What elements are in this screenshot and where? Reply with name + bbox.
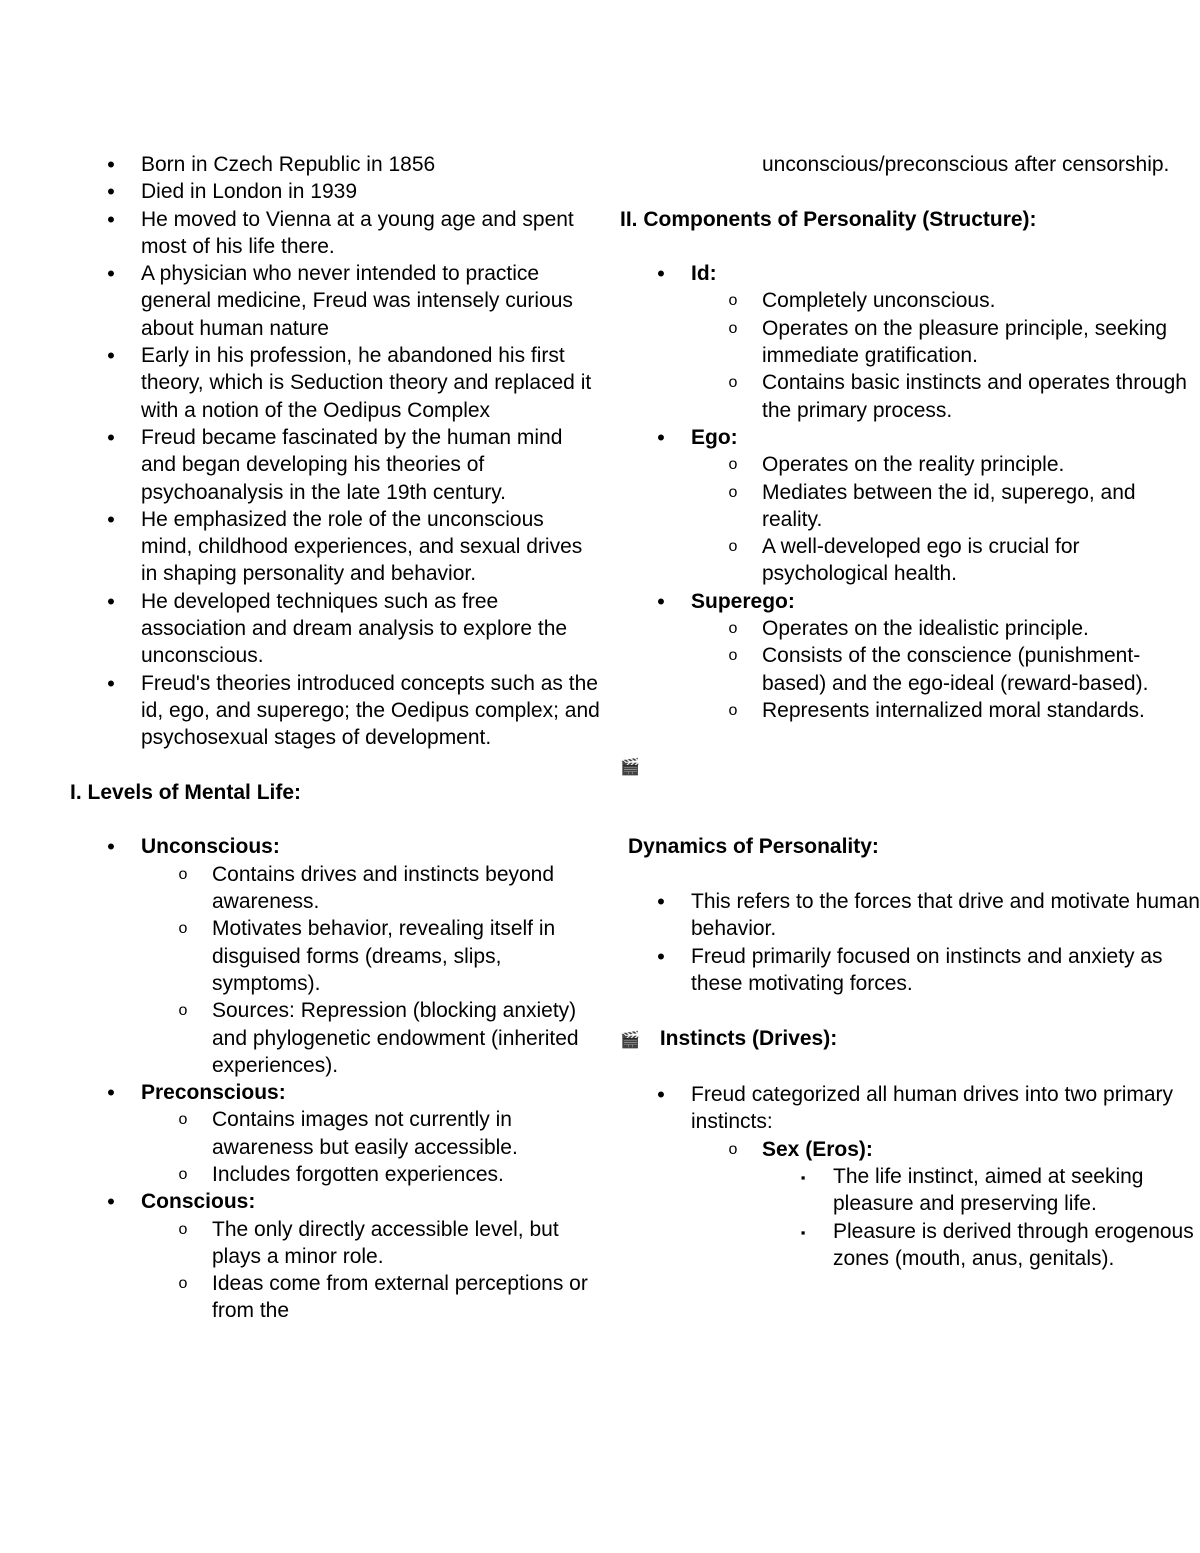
list-item-text: Freud categorized all human drives into two primary instincts:: [691, 1083, 1174, 1134]
list-item-text: Ideas come from external perceptions or from the: [212, 1272, 588, 1323]
list-item-text: Operates on the reality principle.: [762, 453, 1065, 477]
circle-bullet-icon: o: [728, 292, 738, 310]
circle-bullet-icon: o: [728, 319, 738, 337]
instinct-label: Sex (Eros):: [762, 1137, 873, 1161]
bullet-icon: •: [657, 424, 665, 450]
bullet-icon: •: [107, 588, 115, 614]
list-item: [0, 1161, 600, 1188]
bullet-icon: •: [107, 1080, 115, 1106]
dynamics-list: [620, 888, 1200, 997]
list-item-text: Consists of the conscience (punishment-based) and the ego-ideal (reward-based).: [762, 644, 1149, 695]
list-item: [0, 1106, 600, 1161]
component-label: Superego:: [691, 589, 795, 613]
circle-bullet-icon: o: [728, 620, 738, 638]
clapper-row: [620, 752, 1200, 779]
levels-heading: I. Levels of Mental Life:: [70, 780, 302, 804]
clapper-icon: 🎬: [620, 1031, 640, 1049]
bullet-icon: •: [657, 943, 665, 969]
list-item: [620, 642, 1200, 697]
level-conscious: [0, 1188, 600, 1215]
list-item: [620, 533, 1200, 588]
list-item: [0, 260, 600, 342]
component-label: Id:: [691, 262, 717, 286]
list-item-text: This refers to the forces that drive and motivate human behavior.: [691, 890, 1200, 941]
instincts-heading-row: [620, 1025, 1200, 1054]
list-item-text: He emphasized the role of the unconscious mind, childhood experiences, and sexual drives in shaping personality and behavior.: [141, 507, 583, 586]
square-bullet-icon: ▪: [800, 1224, 806, 1240]
component-superego: [620, 588, 1200, 615]
components-heading: II. Components of Personality (Structure):: [620, 207, 1037, 231]
list-item: [620, 479, 1200, 534]
list-item-text: Freud became fascinated by the human mind and began developing his theories of psychoanalysis in the late 19th century.: [141, 425, 563, 504]
list-item-text: A well-developed ego is crucial for psychological health.: [762, 535, 1080, 586]
left-column: [0, 151, 600, 1325]
circle-bullet-icon: o: [728, 538, 738, 556]
list-item-text: Pleasure is derived through erogenous zones (mouth, anus, genitals).: [833, 1219, 1194, 1270]
list-item: [0, 861, 600, 916]
list-item: [0, 588, 600, 670]
circle-bullet-icon: o: [728, 1140, 738, 1158]
circle-bullet-icon: o: [178, 1275, 188, 1293]
list-item-text: The only directly accessible level, but plays a minor role.: [212, 1217, 559, 1268]
level-label: Conscious:: [141, 1190, 256, 1214]
bullet-icon: •: [657, 588, 665, 614]
level-unconscious: [0, 833, 600, 860]
circle-bullet-icon: o: [178, 920, 188, 938]
levels-list: [0, 833, 600, 1324]
bullet-icon: •: [657, 889, 665, 915]
list-item: [620, 1218, 1200, 1273]
list-item: [620, 615, 1200, 642]
list-item-text: Contains basic instincts and operates through the primary process.: [762, 371, 1187, 422]
square-bullet-icon: ▪: [800, 1169, 806, 1185]
list-item: [0, 151, 600, 178]
level-label: Preconscious:: [141, 1081, 286, 1105]
list-item-text: Mediates between the id, superego, and reality.: [762, 480, 1136, 531]
list-item: [620, 287, 1200, 314]
list-item-text: Contains drives and instincts beyond awareness.: [212, 862, 555, 914]
bullet-icon: •: [107, 261, 115, 287]
bullet-icon: •: [657, 1082, 665, 1108]
list-item-text: Operates on the pleasure principle, seeking immediate gratification.: [762, 316, 1168, 368]
list-item-text: Freud primarily focused on instincts and anxiety as these motivating forces.: [691, 944, 1163, 995]
list-item-text: A physician who never intended to practice general medicine, Freud was intensely curious about human nature: [141, 262, 573, 340]
bio-list: [0, 151, 600, 752]
instincts-heading: Instincts (Drives):: [659, 1026, 838, 1050]
continued-text: unconscious/preconscious after censorship.: [762, 153, 1170, 176]
list-item-text: Operates on the idealistic principle.: [762, 617, 1089, 641]
list-item: [0, 1270, 600, 1325]
circle-bullet-icon: o: [178, 865, 188, 883]
list-item-text: Completely unconscious.: [762, 289, 996, 313]
list-item-text: The life instinct, aimed at seeking pleasure and preserving life.: [833, 1164, 1144, 1216]
bullet-icon: •: [107, 506, 115, 532]
list-item-text: Early in his profession, he abandoned his first theory, which is Seduction theory and replaced it with a notion of the Oedipus Complex: [141, 344, 592, 422]
list-item: [620, 451, 1200, 478]
instincts-list: [620, 1081, 1200, 1272]
list-item-text: Includes forgotten experiences.: [212, 1162, 504, 1186]
list-item: [0, 670, 600, 752]
list-item: [0, 342, 600, 424]
dynamics-heading: Dynamics of Personality:: [628, 835, 879, 859]
list-item: [620, 943, 1200, 998]
circle-bullet-icon: o: [178, 1220, 188, 1238]
bullet-icon: •: [107, 834, 115, 860]
list-item-text: Contains images not currently in awareness but easily accessible.: [212, 1108, 518, 1159]
list-item: [0, 178, 600, 205]
component-label: Ego:: [691, 425, 738, 449]
list-item-text: He moved to Vienna at a young age and spent most of his life there.: [141, 207, 574, 258]
level-label: Unconscious:: [141, 835, 280, 859]
bullet-icon: •: [107, 343, 115, 369]
circle-bullet-icon: o: [728, 647, 738, 665]
list-item-text: Died in London in 1939: [141, 180, 358, 204]
circle-bullet-icon: o: [728, 456, 738, 474]
list-item: [0, 997, 600, 1079]
list-item: [0, 206, 600, 261]
list-item-text: Represents internalized moral standards.: [762, 698, 1145, 722]
list-item: [620, 888, 1200, 943]
instinct-sex: [620, 1136, 1200, 1163]
circle-bullet-icon: o: [178, 1165, 188, 1183]
list-item: [620, 369, 1200, 424]
list-item: [0, 506, 600, 588]
list-item: [620, 697, 1200, 724]
bullet-icon: •: [107, 424, 115, 450]
bullet-icon: •: [107, 152, 115, 177]
list-item-text: He developed techniques such as free association and dream analysis to explore the unconscious.: [141, 589, 568, 668]
level-preconscious: [0, 1079, 600, 1106]
component-ego: [620, 424, 1200, 451]
bullet-icon: •: [107, 206, 115, 232]
circle-bullet-icon: o: [728, 701, 738, 719]
list-item: [0, 1216, 600, 1271]
circle-bullet-icon: o: [178, 1002, 188, 1020]
clapper-icon: 🎬: [620, 758, 640, 776]
bullet-icon: •: [657, 261, 665, 287]
components-list: [620, 260, 1200, 724]
list-item: [0, 424, 600, 506]
bullet-icon: •: [107, 179, 115, 205]
list-item: [620, 1081, 1200, 1136]
component-id: [620, 260, 1200, 287]
list-item-text: Motivates behavior, revealing itself in disguised forms (dreams, slips, symptoms).: [212, 917, 556, 995]
circle-bullet-icon: o: [728, 374, 738, 392]
list-item: [620, 1163, 1200, 1218]
bullet-icon: •: [107, 670, 115, 696]
list-item-text: Born in Czech Republic in 1856: [141, 153, 436, 176]
list-item: [620, 315, 1200, 370]
right-column: [620, 151, 1200, 1272]
list-item-text: Freud's theories introduced concepts such as the id, ego, and superego; the Oedipus complex; and psychosexual stages of development.: [141, 671, 600, 750]
list-item-text: Sources: Repression (blocking anxiety) and phylogenetic endowment (inherited experiences).: [212, 999, 579, 1077]
circle-bullet-icon: o: [178, 1111, 188, 1129]
list-item: [0, 915, 600, 997]
circle-bullet-icon: o: [728, 483, 738, 501]
bullet-icon: •: [107, 1189, 115, 1215]
